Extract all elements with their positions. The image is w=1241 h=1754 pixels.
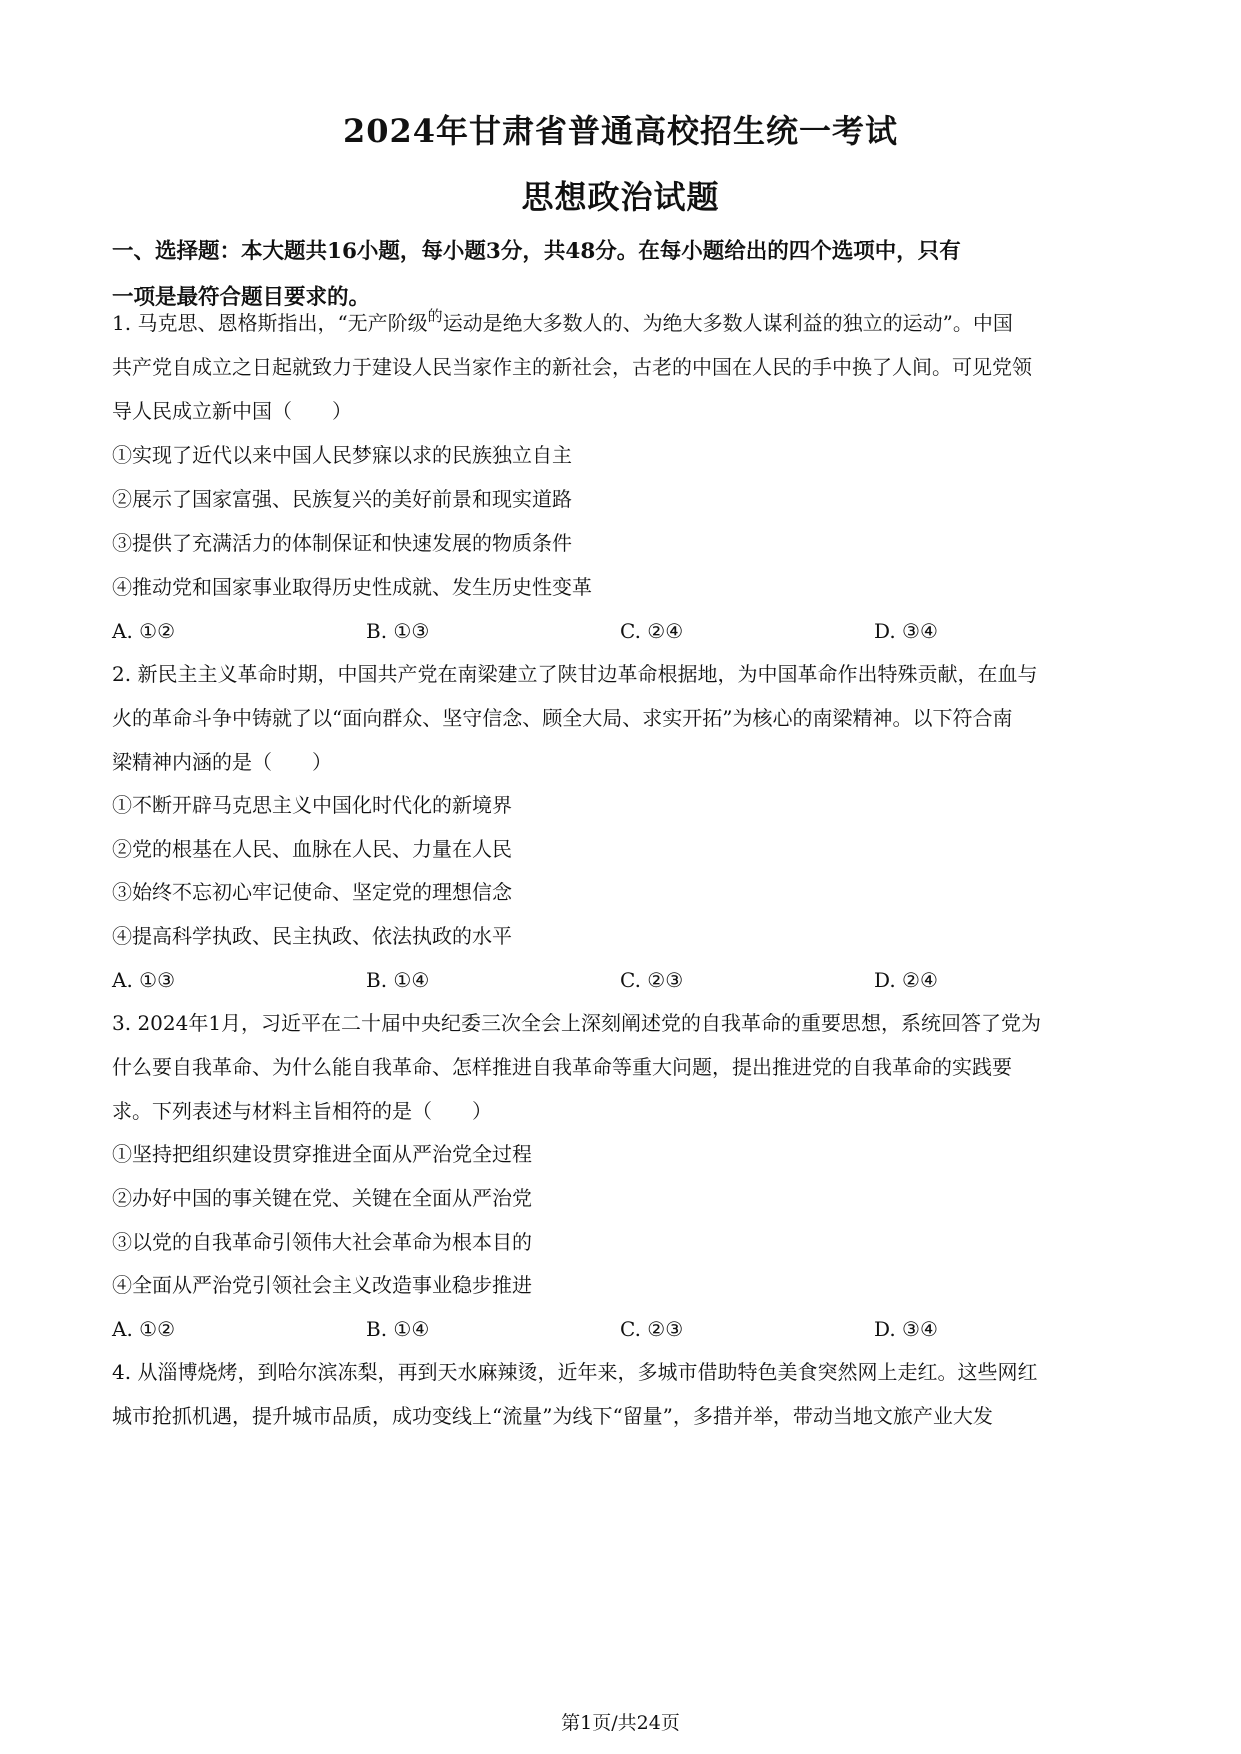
q3-answer-b: B. ①④ [366,1317,430,1341]
q2-option-2: ②党的根基在人民、血脉在人民、力量在人民 [112,837,512,861]
q2-answer-a: A. ①③ [112,968,176,992]
exam-subject: 思想政治试题 [521,178,720,216]
q1-option-4: ④推动党和国家事业取得历史性成就、发生历史性变革 [112,575,592,599]
section-heading-line1: 一、选择题：本大题共16小题，每小题3分，共48分。在每小题给出的四个选项中，只有 [112,239,961,264]
q1-stem-line1: 1. 马克思、恩格斯指出，“无产阶级$^的$运动是绝大多数人的、为绝大多数人谋利益的独立的运动”。中国 [112,307,1013,335]
q2-answer-b: B. ①④ [366,968,430,992]
q3-option-1: ①坚持把组织建设贯穿推进全面从严治党全过程 [112,1142,532,1166]
q1-option-2: ②展示了国家富强、民族复兴的美好前景和现实道路 [112,487,572,511]
q3-option-3: ③以党的自我革命引领伟大社会革命为根本目的 [112,1230,532,1254]
q1-answer-d: D. ③④ [874,619,938,643]
q1-stem-line3: 导人民成立新中国（ ） [112,399,352,423]
page-number: 第1页/共24页 [561,1712,680,1734]
q4-stem-line2: 城市抢抓机遇，提升城市品质，成功变线上“流量”为线下“留量”，多措并举，带动当地文旅产业大发 [112,1404,993,1428]
q2-option-3: ③始终不忘初心牢记使命、坚定党的理想信念 [112,880,512,904]
q3-answer-d: D. ③④ [874,1317,938,1341]
q3-stem-line2: 什么要自我革命、为什么能自我革命、怎样推进自我革命等重大问题，提出推进党的自我革命的实践要 [112,1055,1012,1079]
q2-answer-d: D. ②④ [874,968,938,992]
q1-option-3: ③提供了充满活力的体制保证和快速发展的物质条件 [112,531,572,555]
q2-stem-line3: 梁精神内涵的是（ ） [112,750,332,774]
q2-answer-c: C. ②③ [620,968,684,992]
q1-option-1: ①实现了近代以来中国人民梦寐以求的民族独立自主 [112,443,572,467]
q1-answer-b: B. ①③ [366,619,430,643]
q2-option-1: ①不断开辟马克思主义中国化时代化的新境界 [112,793,512,817]
section-heading [112,229,1132,321]
exam-title: 2024年甘肃省普通高校招生统一考试 [342,112,899,150]
q2-stem-line1: 2. 新民主主义革命时期，中国共产党在南梁建立了陕甘边革命根据地，为中国革命作出特殊贡献，在血与 [112,662,1038,686]
q2-option-4: ④提高科学执政、民主执政、依法执政的水平 [112,924,512,948]
q1-superscript: 的 [427,307,443,325]
q3-option-4: ④全面从严治党引领社会主义改造事业稳步推进 [112,1273,532,1297]
q1-answer-a: A. ①② [112,619,176,643]
q3-stem-line3: 求。下列表述与材料主旨相符的是（ ） [112,1099,492,1123]
q3-answer-a: A. ①② [112,1317,176,1341]
q4-stem-line1: 4. 从淄博烧烤，到哈尔滨冻梨，再到天水麻辣烫，近年来，多城市借助特色美食突然网上走红。这些网红 [112,1360,1038,1384]
q3-option-2: ②办好中国的事关键在党、关键在全面从严治党 [112,1186,532,1210]
section-heading-line2: 一项是最符合题目要求的。 [112,285,371,310]
q3-answer-c: C. ②③ [620,1317,684,1341]
q1-answer-c: C. ②④ [620,619,684,643]
q2-stem-line2: 火的革命斗争中铸就了以“面向群众、坚守信念、顾全大局、求实开拓”为核心的南梁精神。以下符合南 [112,706,1013,730]
q3-stem-line1: 3. 2024年1月，习近平在二十届中央纪委三次全会上深刻阐述党的自我革命的重要思想，系统回答了党为 [112,1011,1042,1035]
q1-stem-line2: 共产党自成立之日起就致力于建设人民当家作主的新社会，古老的中国在人民的手中换了人间。可见党领 [112,355,1032,379]
